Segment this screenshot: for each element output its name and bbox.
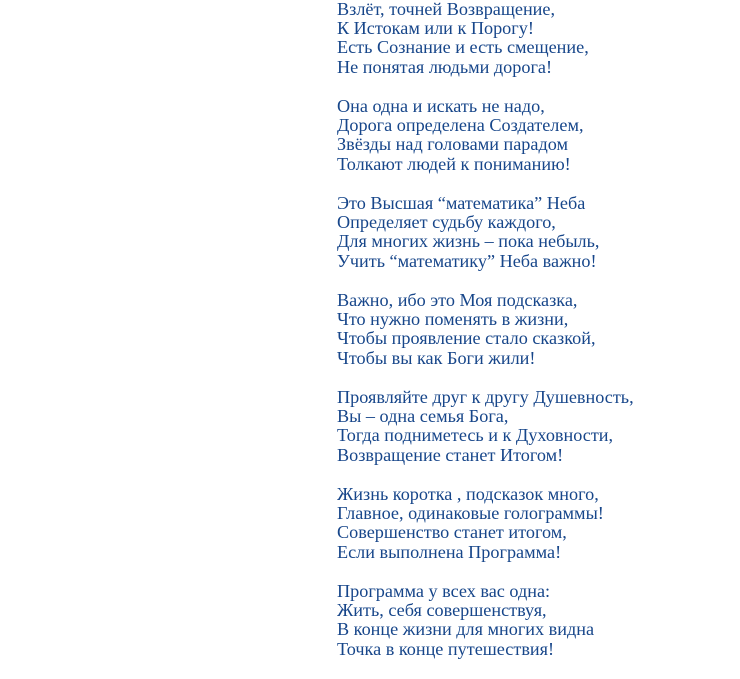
poem-line: К Истокам или к Порогу! [337,18,534,39]
stanza [337,97,737,194]
stanza [337,388,737,485]
stanza [337,194,737,291]
poem-line: Главное, одинаковые голограммы! [337,503,604,524]
poem-line: Тогда подниметесь и к Духовности, [337,425,614,446]
poem-line: Жизнь коротка , подсказок много, [337,484,599,504]
poem-line: Не понятая людьми дорога! [337,56,553,77]
stanza [337,291,737,388]
poem-text [337,0,737,679]
poem-line: Важно, ибо это Моя подсказка, [337,290,578,310]
stanza [337,485,737,582]
poem-line: Чтобы проявление стало сказкой, [337,328,596,349]
poem-line: Чтобы вы как Боги жили! [337,347,536,368]
poem-line: Что нужно поменять в жизни, [337,309,569,330]
poem-line: Она одна и искать не надо, [337,96,545,116]
poem-line: Дорога определена Создателем, [337,115,584,136]
poem-line: Есть Сознание и есть смещение, [337,37,589,58]
stanza [337,0,737,97]
poem-line: Точка в конце путешествия! [337,638,555,659]
poem-line: Вы – одна семья Бога, [337,406,509,427]
poem-line: В конце жизни для многих видна [337,619,595,640]
poem-line: Для многих жизнь – пока небыль, [337,231,600,252]
poem-line: Жить, себя совершенствуя, [337,600,547,621]
poem-line: Взлёт, точней Возвращение, [337,0,556,19]
poem-line: Определяет судьбу каждого, [337,212,556,233]
poem-line: Совершенство станет итогом, [337,522,567,543]
poem-line: Если выполнена Программа! [337,541,562,562]
stanza [337,582,737,679]
poem-line: Программа у всех вас одна: [337,581,551,601]
poem-line: Толкают людей к пониманию! [337,153,571,174]
poem-line: Звёзды над головами парадом [337,134,568,155]
poem-line: Это Высшая “математика” Неба [337,193,586,213]
poem-line: Проявляйте друг к другу Душевность, [337,387,634,407]
poem-line: Возвращение станет Итогом! [337,444,564,465]
poem-line: Учить “математику” Неба важно! [337,250,597,271]
